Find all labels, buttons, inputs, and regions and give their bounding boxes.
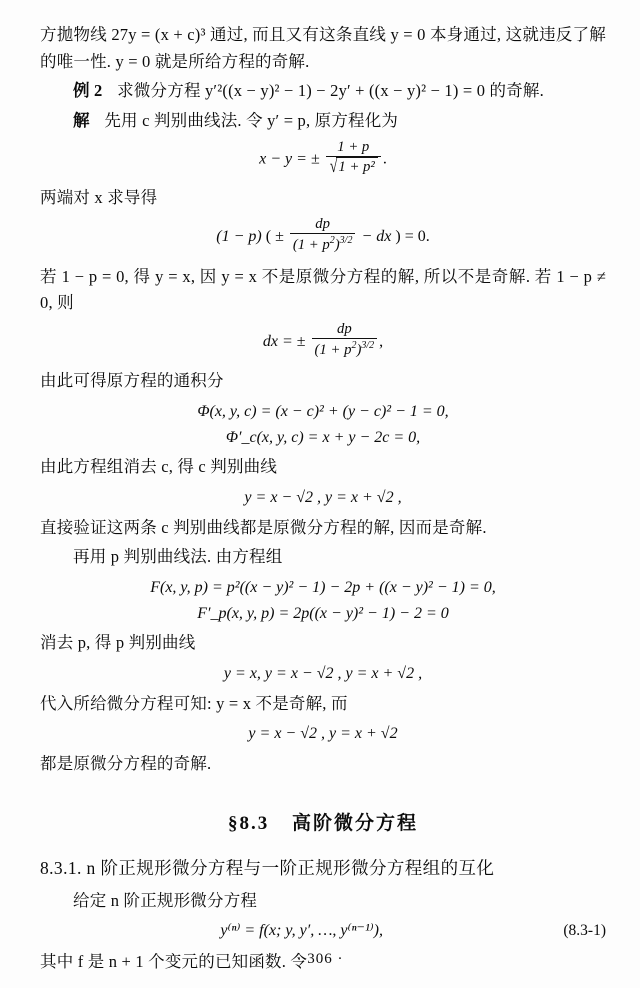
- equation-4-line-2: Φ′_c(x, y, c) = x + y − 2c = 0,: [225, 428, 421, 446]
- page-content: [40, 22, 606, 979]
- paragraph-8: [40, 515, 606, 542]
- equation-4-line-1: Φ(x, y, c) = (x − c)² + (y − c)² − 1 = 0,: [197, 403, 449, 421]
- equation-7: [40, 661, 606, 687]
- paragraph-solution: [40, 108, 606, 135]
- equation-1-pm: ±: [310, 150, 320, 168]
- equation-2-head: (1 − p): [216, 228, 262, 246]
- solution-text: 先用 c 判别曲线法. 令 y′ = p, 原方程化为: [104, 111, 399, 131]
- equation-7-line: y = x, y = x − √2 , y = x + √2 ,: [223, 665, 423, 682]
- paragraph-4-text: 两端对 x 求导得: [40, 188, 158, 208]
- paragraph-4: [40, 185, 606, 212]
- paragraph-12: [40, 751, 606, 778]
- subsection-heading: [40, 855, 606, 880]
- equation-2-numerator: dp: [290, 215, 356, 234]
- paragraph-7-text: 由此方程组消去 c, 得 c 判别曲线: [40, 457, 278, 477]
- paragraph-11-text: 代入所给微分方程可知: y = x 不是奇解, 而: [40, 693, 348, 713]
- equation-1-denominator: √1 + p²: [326, 157, 381, 177]
- equation-2-denominator: $(1 + p^2)^{3/2}$: [292, 235, 353, 254]
- equation-1-radicand: 1 + p²: [336, 157, 377, 177]
- equation-1-numerator: 1 + p: [326, 138, 381, 157]
- equation-5-line: y = x − √2 , y = x + √2 ,: [244, 489, 402, 507]
- equation-9-number: (8.3-1): [563, 922, 606, 940]
- paragraph-7: [40, 454, 606, 481]
- paragraph-1: [40, 22, 606, 75]
- equation-1-fraction: [326, 138, 381, 178]
- equation-1: x − y = ± $\frac{1 + p}{\text{√1 + p²}}$ .: [259, 138, 387, 178]
- equation-3-pm: ±: [296, 332, 306, 350]
- example-2-text: 求微分方程 y′²((x − y)² − 1) − 2y′ + ((x − y)² − 1) = 0 的奇解.: [117, 81, 544, 101]
- equation-6-line-1: F(x, y, p) = p²((x − y)² − 1) − 2p + ((x − y)² − 1) = 0,: [150, 579, 496, 597]
- equation-6: [40, 575, 606, 626]
- equation-3-denominator: $(1 + p^2)^{3/2}$: [314, 340, 375, 359]
- paragraph-12-text: 都是原微分方程的奇解.: [40, 753, 212, 773]
- paragraph-14-text: 其中 f 是 n + 1 个变元的已知函数. 令: [40, 952, 308, 972]
- solution-label: 解: [73, 111, 90, 131]
- paragraph-9: [40, 544, 606, 571]
- paragraph-13: [40, 888, 606, 915]
- section-number: §8.3: [227, 812, 270, 834]
- equation-3-fraction: [312, 320, 378, 360]
- equation-5: [40, 485, 606, 511]
- paragraph-9-text: 再用 p 判别曲线法. 由方程组: [73, 547, 283, 567]
- paragraph-6: [40, 368, 606, 395]
- paragraph-10: [40, 630, 606, 657]
- equation-3-numerator: dp: [312, 320, 378, 339]
- equation-8: [40, 721, 606, 747]
- section-title: 高阶微分方程: [291, 812, 418, 834]
- equation-1-lhs: x − y =: [259, 150, 307, 168]
- paragraph-10-text: 消去 p, 得 p 判别曲线: [40, 633, 196, 653]
- paragraph-example-2: [40, 78, 606, 105]
- paragraph-11: [40, 691, 606, 718]
- equation-2-eq: = 0.: [404, 228, 430, 246]
- example-label: 例 2: [73, 81, 103, 101]
- equation-3: dx = ± $\frac{dp}{(1 + p^2)^{3/2}}$ ,: [40, 322, 606, 362]
- subsection-title: 8.3.1. n 阶正规形微分方程与一阶正规形微分方程组的互化: [40, 857, 495, 878]
- paragraph-1-text: 方拋物线 27y = (x + c)³ 通过, 而且又有这条直线 y = 0 本身通过, 这就违反了解的唯一性. y = 0 就是所给方程的奇解.: [40, 25, 606, 71]
- equation-6-line-2: F′_p(x, y, p) = 2p((x − y)² − 1) − 2 = 0: [197, 604, 449, 622]
- equation-2-tail: − dx: [361, 228, 392, 246]
- section-heading: [40, 808, 606, 835]
- equation-2-pm: ±: [275, 228, 284, 246]
- equation-2: (1 − p) ( ± $\frac{dp}{(1 + p^2)^{3/2}}$ − dx ) = 0.: [40, 217, 606, 257]
- equation-8-line: y = x − √2 , y = x + √2: [248, 725, 398, 743]
- paragraph-5: [40, 264, 606, 317]
- equation-9-line: y⁽ⁿ⁾ = f(x; y, y′, …, y⁽ⁿ⁻¹⁾),: [220, 922, 383, 940]
- equation-4: [40, 399, 606, 450]
- paragraph-8-text: 直接验证这两条 c 判别曲线都是原微分方程的解, 因而是奇解.: [40, 517, 487, 537]
- paragraph-13-text: 给定 n 阶正规形微分方程: [73, 890, 258, 910]
- equation-2-fraction: [290, 215, 356, 255]
- paragraph-5-text: 若 1 − p = 0, 得 y = x, 因 y = x 不是原微分方程的解, 所以不是奇解. 若 1 − p ≠ 0, 则: [40, 266, 606, 313]
- paragraph-6-text: 由此可得原方程的通积分: [40, 371, 224, 391]
- page-number: · 306 ·: [296, 951, 344, 967]
- equation-3-lhs: dx =: [262, 332, 293, 350]
- equation-9: [40, 919, 606, 943]
